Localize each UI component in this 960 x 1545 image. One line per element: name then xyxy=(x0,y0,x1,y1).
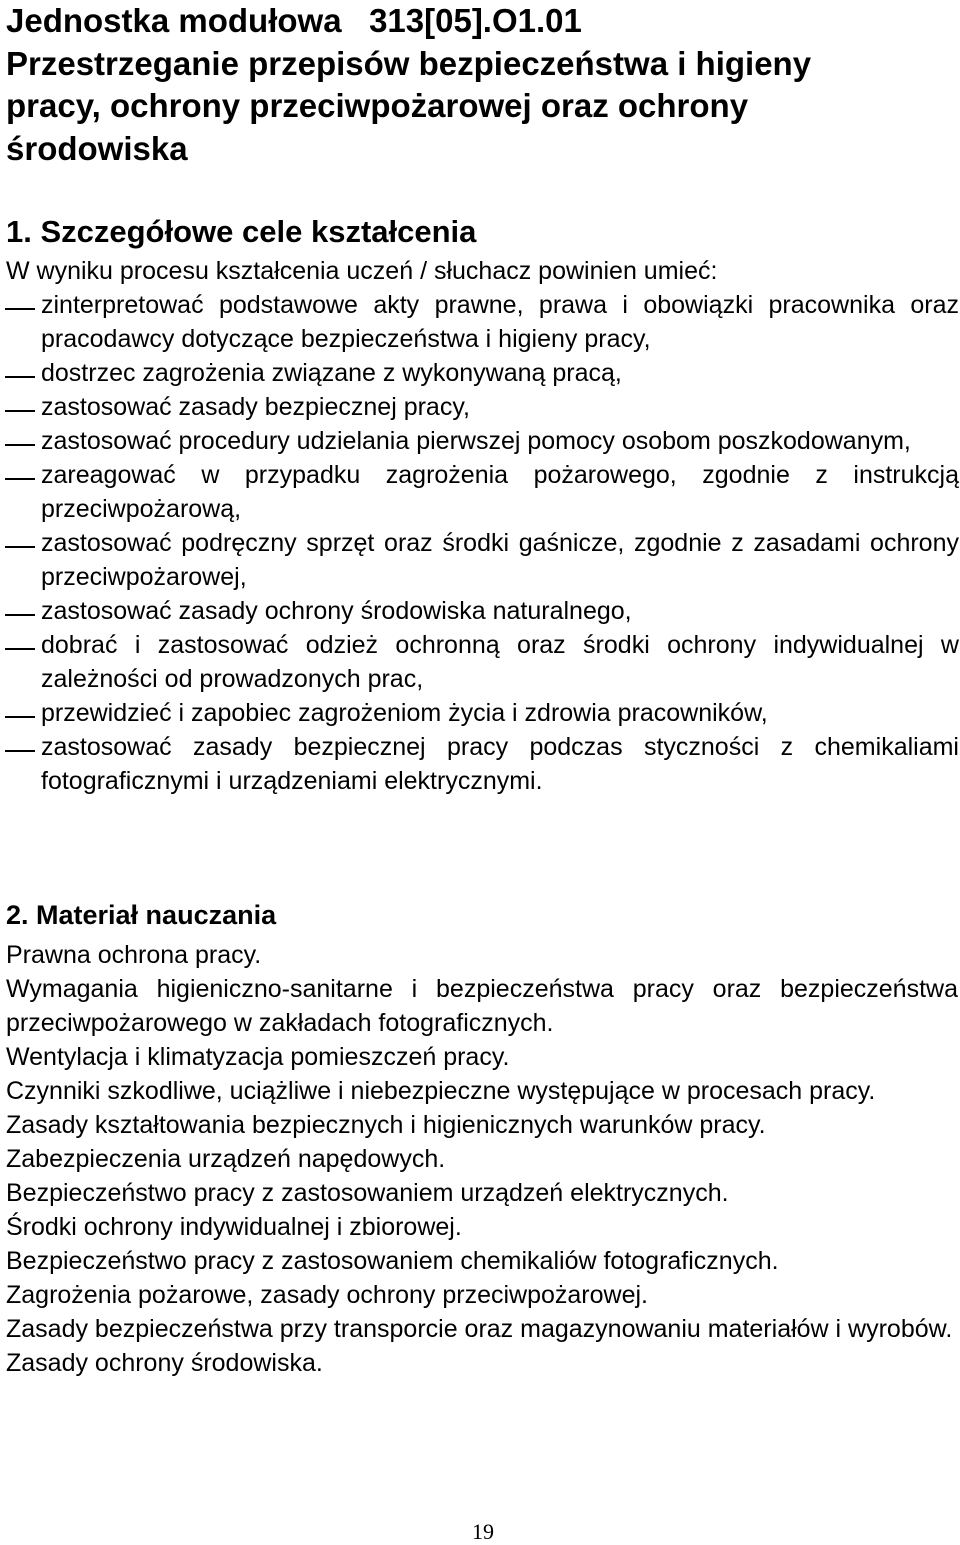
objective-text: zastosować zasady bezpiecznej pracy podczas styczności z chemikaliami fotograficznymi i urządzeniami elektrycznymi. xyxy=(41,733,959,795)
topic-line: Bezpieczeństwo pracy z zastosowaniem urządzeń elektrycznych. xyxy=(6,1179,729,1207)
list-item xyxy=(0,594,959,628)
objective-text: zastosować podręczny sprzęt oraz środki gaśnicze, zgodnie z zasadami ochrony przeciwpożarowej, xyxy=(41,529,959,591)
list-item xyxy=(0,458,959,526)
topic-line: Zasady kształtowania bezpiecznych i higienicznych warunków pracy. xyxy=(6,1111,766,1139)
dash-bullet xyxy=(5,546,35,548)
dash-bullet xyxy=(5,614,35,616)
dash-bullet xyxy=(5,478,35,480)
objective-text: zinterpretować podstawowe akty prawne, prawa i obowiązki pracownika oraz pracodawcy dotyczące bezpieczeństwa i higieny pracy, xyxy=(41,291,959,353)
unit-title-line: pracy, ochrony przeciwpożarowej oraz ochrony xyxy=(6,87,749,124)
topic-line: Bezpieczeństwo pracy z zastosowaniem chemikaliów fotograficznych. xyxy=(6,1247,779,1275)
topic-line: Zasady ochrony środowiska. xyxy=(6,1349,323,1377)
list-item xyxy=(0,730,959,798)
topic-line: Prawna ochrona pracy. xyxy=(6,941,262,969)
page-number: 19 xyxy=(472,1519,494,1544)
dash-bullet xyxy=(5,376,35,378)
list-item xyxy=(0,696,959,730)
list-item xyxy=(0,356,959,390)
topic-line: Zagrożenia pożarowe, zasady ochrony przeciwpożarowej. xyxy=(6,1281,648,1309)
objective-text: dostrzec zagrożenia związane z wykonywaną pracą, xyxy=(41,359,622,387)
dash-bullet xyxy=(5,648,35,650)
list-item xyxy=(0,424,959,458)
objective-text: przewidzieć i zapobiec zagrożeniom życia i zdrowia pracowników, xyxy=(41,699,768,727)
topic-line: Zasady bezpieczeństwa przy transporcie oraz magazynowaniu materiałów i wyrobów. xyxy=(6,1315,953,1343)
dash-bullet xyxy=(5,308,35,310)
list-item xyxy=(0,526,959,594)
list-item xyxy=(0,628,959,696)
objective-text: dobrać i zastosować odzież ochronną oraz środki ochrony indywidualnej w zależności od prowadzonych prac, xyxy=(41,631,959,693)
topic-line: Wentylacja i klimatyzacja pomieszczeń pracy. xyxy=(6,1043,510,1071)
topic-line: Wymagania higieniczno-sanitarne i bezpieczeństwa pracy oraz bezpieczeństwa przeciwpożarowego w zakładach fotograficznych. xyxy=(6,975,958,1037)
unit-title-line: środowiska xyxy=(6,129,188,167)
objective-text: zastosować procedury udzielania pierwszej pomocy osobom poszkodowanym, xyxy=(41,427,911,455)
objective-text: zastosować zasady bezpiecznej pracy, xyxy=(41,393,470,421)
unit-title-line: Jednostka modułowa 313[05].O1.01 xyxy=(6,2,582,39)
objectives-intro: W wyniku procesu kształcenia uczeń / słuchacz powinien umieć: xyxy=(6,257,718,285)
dash-bullet xyxy=(5,750,35,752)
objectives-list xyxy=(0,288,960,798)
unit-title xyxy=(6,0,956,170)
objective-text: zareagować w przypadku zagrożenia pożarowego, zgodnie z instrukcją przeciwpożarową, xyxy=(41,461,959,523)
topic-line: Zabezpieczenia urządzeń napędowych. xyxy=(6,1145,446,1173)
topic-line: Środki ochrony indywidualnej i zbiorowej. xyxy=(6,1213,462,1241)
unit-title-line: Przestrzeganie przepisów bezpieczeństwa i higieny xyxy=(6,44,812,82)
dash-bullet xyxy=(5,716,35,718)
list-item xyxy=(0,390,959,424)
dash-bullet xyxy=(5,410,35,412)
list-item xyxy=(0,288,959,356)
topic-line: Czynniki szkodliwe, uciążliwe i niebezpieczne występujące w procesach pracy. xyxy=(6,1077,876,1105)
curriculum-topics xyxy=(6,938,958,1380)
section-heading-objectives: 1. Szczegółowe cele kształcenia xyxy=(6,214,477,249)
objective-text: zastosować zasady ochrony środowiska naturalnego, xyxy=(41,597,632,625)
section-heading-curriculum: 2. Materiał nauczania xyxy=(6,900,277,930)
dash-bullet xyxy=(5,444,35,446)
